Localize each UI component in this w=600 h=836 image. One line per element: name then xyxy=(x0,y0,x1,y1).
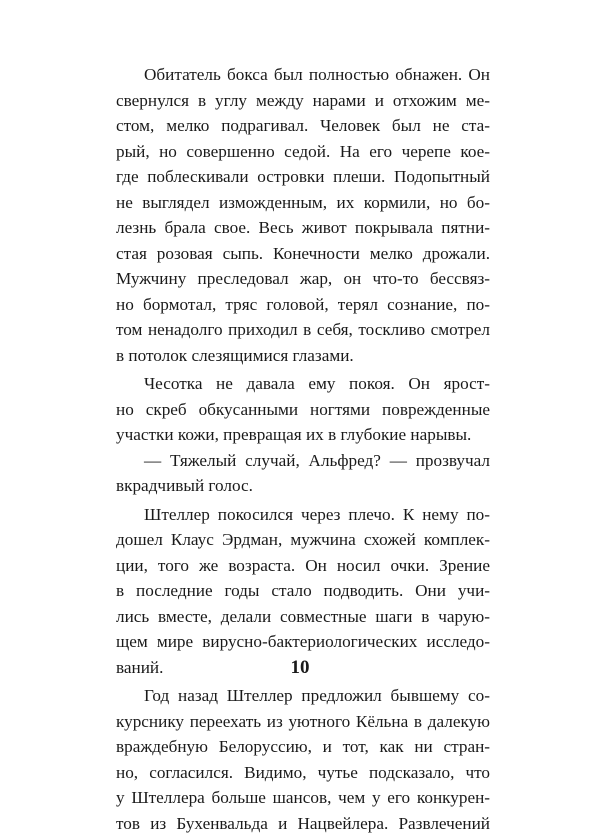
text-line: лись вместе, делали совместные шаги в чарую- xyxy=(116,604,490,630)
text-line: свернулся в углу между нарами и отхожим ме- xyxy=(116,88,490,114)
text-line: лезнь брала свое. Весь живот покрывала пятни- xyxy=(116,215,490,241)
text-line: Чесотка не давала ему покоя. Он ярост- xyxy=(116,371,490,397)
body-text xyxy=(116,62,490,836)
text-line: тов из Бухенвальда и Нацвейлера. Развлечений xyxy=(116,811,490,836)
text-line: том ненадолго приходил в себя, тоскливо смотрел xyxy=(116,317,490,343)
text-line: Обитатель бокса был полностью обнажен. Он xyxy=(116,62,490,88)
text-line: щем мире вирусно-бактериологических исследо- xyxy=(116,629,490,655)
text-line: Штеллер покосился через плечо. К нему по- xyxy=(116,502,490,528)
text-line: враждебную Белоруссию, и тот, как ни стран- xyxy=(116,734,490,760)
text-line: ваний. xyxy=(116,655,490,681)
text-line: где поблескивали островки плеши. Подопытный xyxy=(116,164,490,190)
text-line: дошел Клаус Эрдман, мужчина схожей комплек- xyxy=(116,527,490,553)
text-line: участки кожи, превращая их в глубокие нарывы. xyxy=(116,422,490,448)
text-line: но бормотал, тряс головой, терял сознание, по- xyxy=(116,292,490,318)
text-line: ции, того же возраста. Он носил очки. Зрение xyxy=(116,553,490,579)
text-line: вкрадчивый голос. xyxy=(116,473,490,499)
text-line: в последние годы стало подводить. Они учи- xyxy=(116,578,490,604)
text-line: у Штеллера больше шансов, чем у его конкурен- xyxy=(116,785,490,811)
page-number: 10 xyxy=(0,657,600,679)
text-line: стом, мелко подрагивал. Человек был не ста- xyxy=(116,113,490,139)
text-line: курснику переехать из уютного Кёльна в далекую xyxy=(116,709,490,735)
text-line: но скреб обкусанными ногтями поврежденные xyxy=(116,397,490,423)
text-line: Год назад Штеллер предложил бывшему со- xyxy=(116,683,490,709)
text-line: в потолок слезящимися глазами. xyxy=(116,343,490,369)
text-line: рый, но совершенно седой. На его черепе кое- xyxy=(116,139,490,165)
text-line: Мужчину преследовал жар, он что-то бессвяз- xyxy=(116,266,490,292)
text-line: но, согласился. Видимо, чутье подсказало, что xyxy=(116,760,490,786)
text-line: не выглядел изможденным, их кормили, но бо- xyxy=(116,190,490,216)
text-line: — Тяжелый случай, Альфред? — прозвучал xyxy=(116,448,490,474)
text-line: стая розовая сыпь. Конечности мелко дрожали. xyxy=(116,241,490,267)
